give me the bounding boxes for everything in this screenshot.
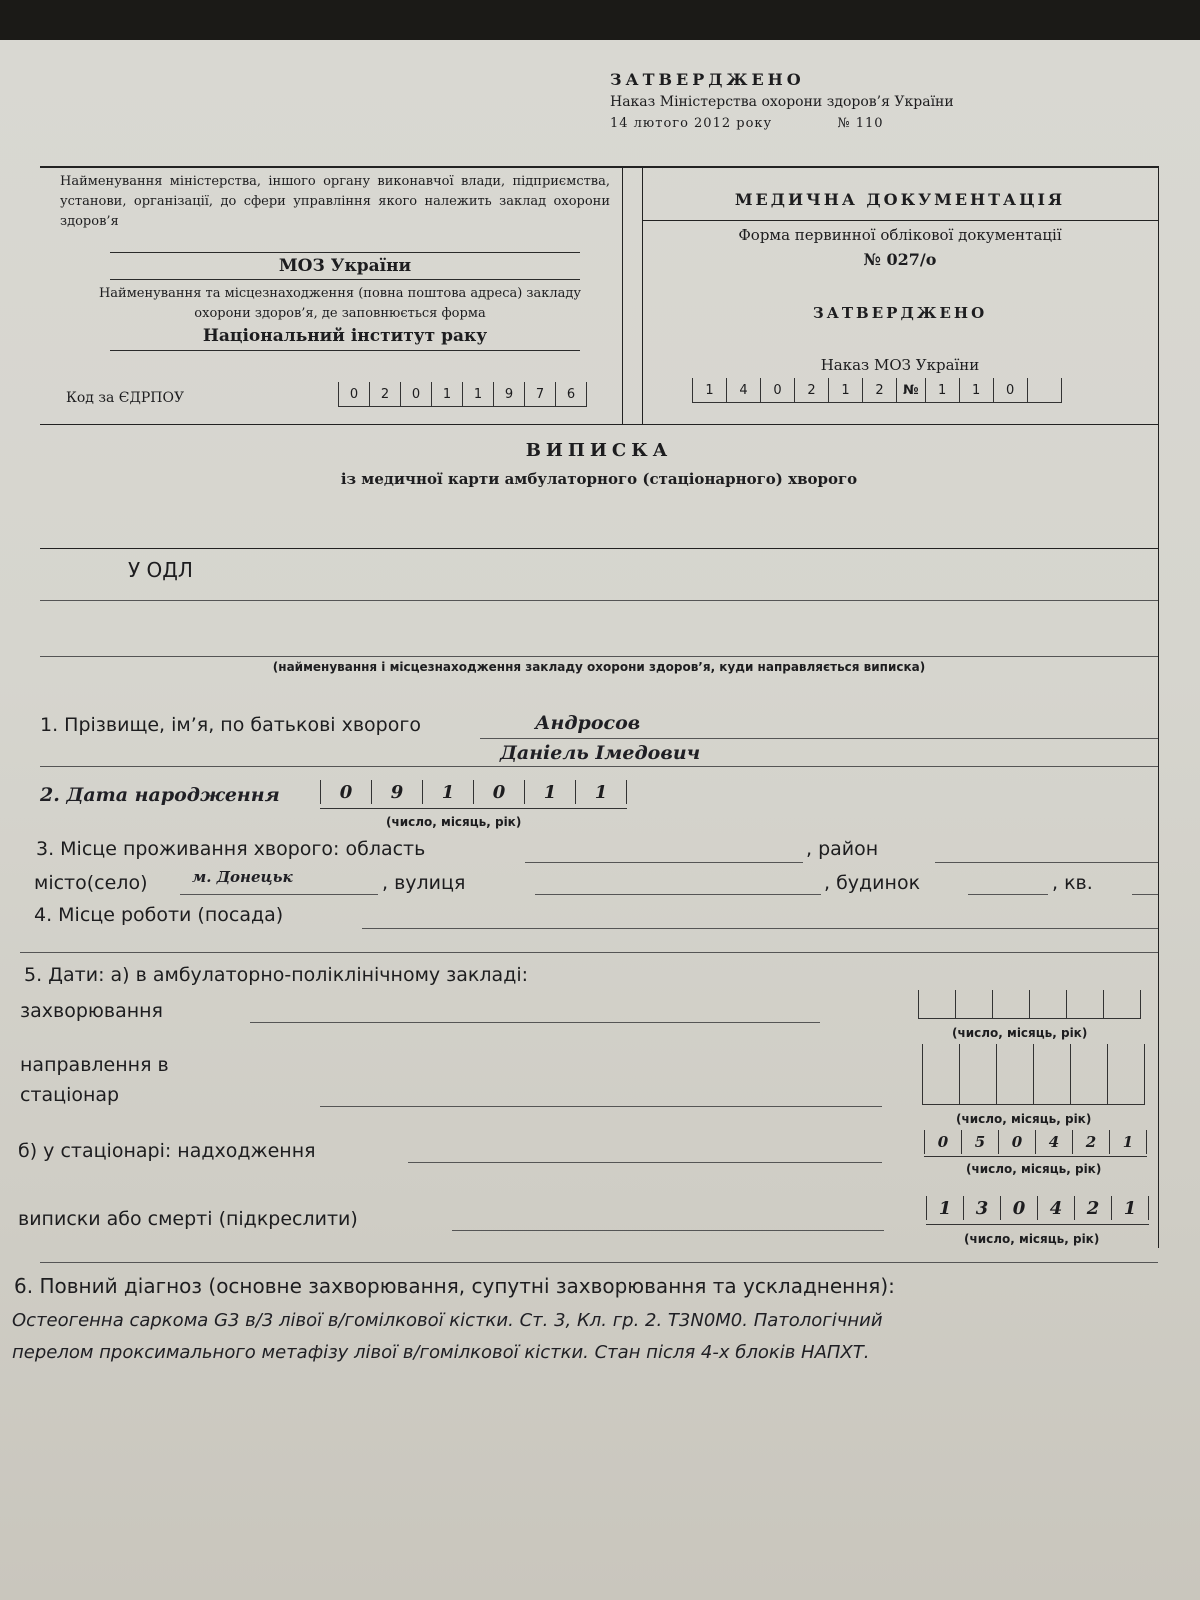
number-sign: №: [896, 378, 925, 402]
diagnosis-line-2: перелом проксимального метафізу лівої в/гомілкової кістки. Стан після 4-х блоків НАПХТ.: [12, 1342, 870, 1363]
digit-cell: 2: [1072, 1130, 1109, 1154]
address-label: Найменування та місцезнаходження (повна поштова адреса) закладу охорони здоров’я, де заповнюється форма: [98, 286, 582, 321]
referral-date-boxes: [922, 1044, 1145, 1105]
divider-diagnosis: [40, 1262, 1158, 1263]
digit-cell: 1: [575, 780, 627, 804]
digit-cell: 4: [1037, 1196, 1074, 1220]
discharge-line: [452, 1230, 884, 1231]
digit-cell: 1: [692, 378, 726, 402]
destination-line-2: [40, 656, 1158, 657]
admission-label: б) у стаціонарі: надходження: [18, 1140, 316, 1162]
district-label: , район: [806, 838, 879, 860]
ministry-underline: [110, 252, 580, 253]
empty-date-cell: [1107, 1044, 1145, 1104]
dob-boxes: [320, 780, 627, 809]
order-label: Наказ МОЗ України: [820, 356, 980, 374]
referral-caption: (число, місяць, рік): [956, 1112, 1092, 1126]
admission-caption: (число, місяць, рік): [966, 1162, 1102, 1176]
discharge-caption: (число, місяць, рік): [964, 1232, 1100, 1246]
form-label: Форма первинної облікової документації: [738, 226, 1062, 244]
digit-cell: 4: [1035, 1130, 1072, 1154]
empty-date-cell: [992, 990, 1029, 1018]
digit-cell: 1: [462, 382, 493, 406]
edrpou-label: Код за ЄДРПОУ: [66, 390, 185, 406]
digit-cell: 0: [400, 382, 431, 406]
residence-label: 3. Місце проживання хворого: область: [36, 838, 426, 860]
digit-cell: 0: [924, 1130, 961, 1154]
digit-cell: 1: [959, 378, 993, 402]
approved-heading-right: ЗАТВЕРДЖЕНО: [812, 304, 988, 322]
digit-cell: 4: [726, 378, 760, 402]
empty-date-cell: [959, 1044, 996, 1104]
digit-cell: 0: [1000, 1196, 1037, 1220]
city-label: місто(село): [34, 872, 148, 894]
column-divider-2: [642, 166, 643, 424]
digit-cell: 1: [422, 780, 473, 804]
address-value: Національний інститут раку: [202, 326, 488, 346]
digit-cell: 6: [555, 382, 587, 406]
city-value: м. Донецьк: [192, 868, 293, 886]
empty-date-cell: [1103, 990, 1141, 1018]
digit-cell: 2: [794, 378, 828, 402]
referral-line: [320, 1106, 882, 1107]
form-number: № 027/о: [863, 250, 937, 269]
digit-cell: 0: [760, 378, 794, 402]
ministry-value-underline: [110, 279, 580, 280]
house-line: [968, 894, 1048, 895]
surname-line: [480, 738, 1158, 739]
order-code: [692, 378, 1062, 403]
med-doc-divider: [642, 220, 1158, 221]
digit-cell: 1: [828, 378, 862, 402]
work-line-2: [20, 952, 1158, 953]
illness-label: захворювання: [20, 1000, 163, 1022]
referral-label-2: стаціонар: [20, 1084, 120, 1106]
empty-date-cell: [1029, 990, 1066, 1018]
admission-date-boxes: [924, 1130, 1147, 1157]
admission-line: [408, 1162, 882, 1163]
apt-line: [1132, 894, 1158, 895]
digit-cell: 0: [320, 780, 371, 804]
given-names-line: [40, 766, 1158, 767]
illness-date-boxes: [918, 990, 1141, 1019]
street-line: [535, 894, 821, 895]
patient-name-label: 1. Прізвище, ім’я, по батькові хворого: [40, 714, 421, 736]
empty-date-cell: [1066, 990, 1103, 1018]
empty-date-cell: [955, 990, 992, 1018]
destination-value: У ОДЛ: [128, 558, 193, 582]
illness-line: [250, 1022, 820, 1023]
digit-cell: 5: [961, 1130, 998, 1154]
region-line: [525, 862, 803, 863]
diagnosis-line-1: Остеогенна саркома G3 в/3 лівої в/гомілкової кістки. Ст. 3, Кл. гр. 2. T3N0M0. Патологічний: [12, 1310, 883, 1331]
destination-caption: (найменування і місцезнаходження закладу охорони здоров’я, куди направляється виписка): [272, 660, 926, 674]
digit-cell: 0: [998, 1130, 1035, 1154]
digit-cell: 1: [925, 378, 959, 402]
digit-cell: 1: [926, 1196, 963, 1220]
dob-caption: (число, місяць, рік): [386, 815, 522, 829]
address-underline: [110, 350, 580, 351]
column-divider: [622, 166, 623, 424]
order-line: Наказ Міністерства охорони здоров’я України: [610, 94, 954, 110]
med-doc-heading: МЕДИЧНА ДОКУМЕНТАЦІЯ: [734, 190, 1066, 209]
digit-cell: 1: [431, 382, 462, 406]
ministry-label: Найменування міністерства, іншого органу виконавчої влади, підприємства, установи, організації, до сфери управління якого належить заклад охорони здоров’я: [60, 174, 610, 229]
order-number: № 110: [837, 116, 884, 131]
digit-cell: [1027, 378, 1062, 402]
apt-label: , кв.: [1052, 872, 1093, 894]
document-subtitle: із медичної карти амбулаторного (стаціонарного) хворого: [340, 470, 858, 488]
edrpou-code: [338, 382, 587, 407]
empty-date-cell: [996, 1044, 1033, 1104]
city-line: [180, 894, 378, 895]
empty-date-cell: [922, 1044, 959, 1104]
discharge-label: виписки або смерті (підкреслити): [18, 1208, 358, 1230]
illness-caption: (число, місяць, рік): [952, 1026, 1088, 1040]
digit-cell: 9: [371, 780, 422, 804]
digit-cell: 1: [1109, 1130, 1147, 1154]
empty-date-cell: [918, 990, 955, 1018]
digit-cell: 7: [524, 382, 555, 406]
digit-cell: 2: [1074, 1196, 1111, 1220]
work-label: 4. Місце роботи (посада): [34, 904, 284, 926]
divider-header: [40, 424, 1158, 425]
order-date-line: [610, 116, 884, 131]
patient-surname: Андросов: [535, 712, 641, 734]
document-title: ВИПИСКА: [525, 440, 673, 461]
dob-label: 2. Дата народження: [40, 784, 280, 806]
digit-cell: 0: [473, 780, 524, 804]
destination-line-1: [40, 600, 1158, 601]
digit-cell: 0: [993, 378, 1027, 402]
digit-cell: 1: [1111, 1196, 1149, 1220]
digit-cell: 2: [369, 382, 400, 406]
digit-cell: 0: [338, 382, 369, 406]
house-label: , будинок: [824, 872, 921, 894]
empty-date-cell: [1070, 1044, 1107, 1104]
referral-label-1: направлення в: [20, 1054, 169, 1076]
dates-heading: 5. Дати: а) в амбулаторно-поліклінічному закладі:: [24, 964, 529, 986]
empty-date-cell: [1033, 1044, 1070, 1104]
order-date: 14 лютого 2012 року: [610, 116, 773, 131]
divider-title: [40, 548, 1158, 549]
digit-cell: 3: [963, 1196, 1000, 1220]
approved-heading: ЗАТВЕРДЖЕНО: [610, 70, 805, 89]
diagnosis-label: 6. Повний діагноз (основне захворювання, супутні захворювання та ускладнення):: [14, 1274, 895, 1298]
street-label: , вулиця: [382, 872, 466, 894]
digit-cell: 9: [493, 382, 524, 406]
work-line: [362, 928, 1158, 929]
digit-cell: 2: [862, 378, 896, 402]
ministry-value: МОЗ України: [278, 256, 412, 276]
patient-given-names: Даніель Імедович: [500, 742, 701, 764]
district-line: [935, 862, 1158, 863]
digit-cell: 1: [524, 780, 575, 804]
discharge-date-boxes: [926, 1196, 1149, 1225]
